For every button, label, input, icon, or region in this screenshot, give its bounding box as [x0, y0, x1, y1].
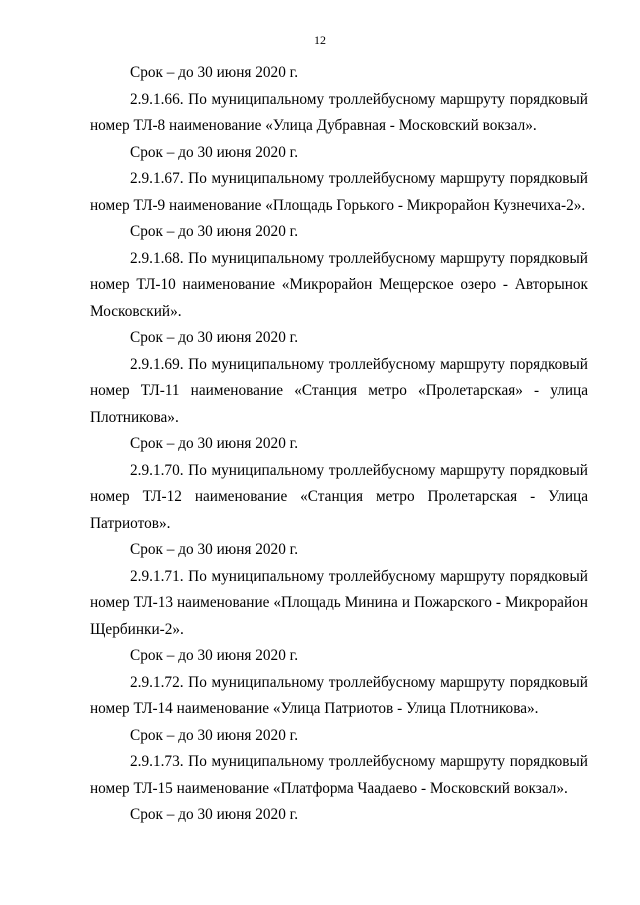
deadline-paragraph: Срок – до 30 июня 2020 г. — [130, 143, 299, 161]
route-paragraph-2-9-1-70: 2.9.1.70. По муниципальному троллейбусному маршруту порядковый номер ТЛ-12 наименование «Станция метро Пролетарская - Улица Патриотов». — [90, 461, 588, 532]
route-paragraph-2-9-1-67: 2.9.1.67. По муниципальному троллейбусному маршруту порядковый номер ТЛ-9 наименование «Площадь Горького - Микрорайон Кузнечиха-2». — [90, 170, 588, 214]
document-body — [90, 60, 588, 829]
page-number: 12 — [314, 33, 326, 47]
deadline-paragraph: Срок – до 30 июня 2020 г. — [130, 726, 299, 744]
deadline-paragraph: Срок – до 30 июня 2020 г. — [130, 329, 299, 346]
deadline-paragraph: Срок – до 30 июня 2020 г. — [130, 435, 299, 452]
deadline-paragraph: Срок – до 30 июня 2020 г. — [130, 64, 299, 81]
deadline-paragraph: Срок – до 30 июня 2020 г. — [130, 647, 299, 664]
route-paragraph-2-9-1-69: 2.9.1.69. По муниципальному троллейбусному маршруту порядковый номер ТЛ-11 наименование «Станция метро «Пролетарская» - улица Плотникова». — [90, 355, 588, 426]
route-paragraph-2-9-1-68: 2.9.1.68. По муниципальному троллейбусному маршруту порядковый номер ТЛ-10 наименование «Микрорайон Мещерское озеро - Авторынок Московский». — [90, 249, 588, 320]
deadline-paragraph: Срок – до 30 июня 2020 г. — [130, 223, 299, 240]
deadline-paragraph: Срок – до 30 июня 2020 г. — [130, 541, 299, 558]
deadline-paragraph: Срок – до 30 июня 2020 г. — [130, 806, 299, 823]
route-paragraph-2-9-1-73: 2.9.1.73. По муниципальному троллейбусному маршруту порядковый номер ТЛ-15 наименование «Платформа Чаадаево - Московский вокзал». — [90, 753, 588, 797]
route-paragraph-2-9-1-71: 2.9.1.71. По муниципальному троллейбусному маршруту порядковый номер ТЛ-13 наименование «Площадь Минина и Пожарского - Микрорайон Щербинки-2». — [90, 567, 588, 638]
route-paragraph-2-9-1-72: 2.9.1.72. По муниципальному троллейбусному маршруту порядковый номер ТЛ-14 наименование «Улица Патриотов - Улица Плотникова». — [90, 673, 588, 717]
route-paragraph-2-9-1-66: 2.9.1.66. По муниципальному троллейбусному маршруту порядковый номер ТЛ-8 наименование «Улица Дубравная - Московский вокзал». — [90, 90, 588, 134]
